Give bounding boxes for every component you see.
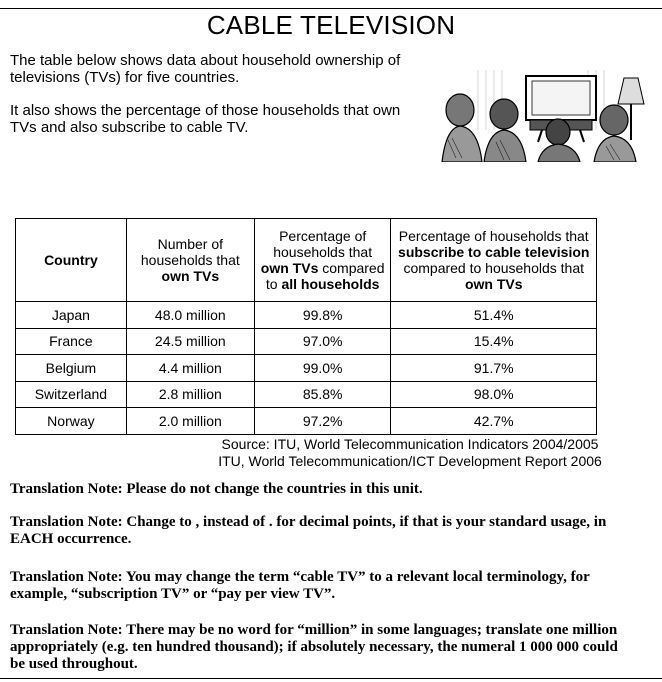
cell-country: Switzerland xyxy=(16,381,127,408)
header-pct-cable: Percentage of households that subscribe to cable television compared to households that own TVs xyxy=(391,219,597,302)
cell-pct-cable: 51.4% xyxy=(391,302,597,329)
bottom-rule xyxy=(0,678,662,679)
cell-households: 2.0 million xyxy=(126,408,254,435)
cell-households: 24.5 million xyxy=(126,328,254,355)
source-citation xyxy=(170,436,650,470)
translation-note-4: Translation Note: There may be no word for “million” in some languages; translate one million appropriately (e.g. ten hundred thousand); if absolutely necessary, the numeral 1 000 000 could be used throughout. xyxy=(10,622,618,672)
cell-pct-cable: 98.0% xyxy=(391,381,597,408)
table-row xyxy=(16,355,597,382)
cell-pct-own: 97.0% xyxy=(254,328,391,355)
intro-paragraph-1: The table below shows data about household ownership of televisions (TVs) for five countries. xyxy=(10,52,401,86)
table-row xyxy=(16,302,597,329)
cell-households: 2.8 million xyxy=(126,381,254,408)
cell-pct-own: 97.2% xyxy=(254,408,391,435)
cell-households: 4.4 million xyxy=(126,355,254,382)
page-title: CABLE TELEVISION xyxy=(206,10,456,40)
cell-country: Norway xyxy=(16,408,127,435)
family-watching-tv-illustration xyxy=(438,70,653,162)
source-line-1: Source: ITU, World Telecommunication Indicators 2004/2005 xyxy=(221,436,599,452)
header-country: Country xyxy=(16,219,127,302)
table-row xyxy=(16,408,597,435)
top-rule xyxy=(0,8,662,9)
header-pct-own: Percentage of households that own TVs compared to all households xyxy=(254,219,391,302)
cell-pct-own: 99.0% xyxy=(254,355,391,382)
translation-note-3: Translation Note: You may change the term “cable TV” to a relevant local terminology, for example, “subscription TV” or “pay per view TV”. xyxy=(10,569,590,602)
cell-pct-own: 85.8% xyxy=(254,381,391,408)
cell-country: Japan xyxy=(16,302,127,329)
table-row xyxy=(16,381,597,408)
intro-paragraph-2: It also shows the percentage of those households that own TVs and also subscribe to cable TV. xyxy=(10,102,401,136)
table-row xyxy=(16,328,597,355)
translation-note-2: Translation Note: Change to , instead of . for decimal points, if that is your standard usage, in EACH occurrence. xyxy=(10,514,607,547)
cell-households: 48.0 million xyxy=(126,302,254,329)
table-header-row xyxy=(16,219,597,302)
cell-pct-cable: 91.7% xyxy=(391,355,597,382)
translation-note-1: Translation Note: Please do not change the countries in this unit. xyxy=(10,481,423,497)
cell-pct-cable: 42.7% xyxy=(391,408,597,435)
cell-pct-cable: 15.4% xyxy=(391,328,597,355)
source-line-2: ITU, World Telecommunication/ICT Development Report 2006 xyxy=(218,453,602,469)
tv-ownership-table xyxy=(15,218,597,435)
header-households: Number of households that own TVs xyxy=(126,219,254,302)
cell-country: Belgium xyxy=(16,355,127,382)
cell-country: France xyxy=(16,328,127,355)
cell-pct-own: 99.8% xyxy=(254,302,391,329)
